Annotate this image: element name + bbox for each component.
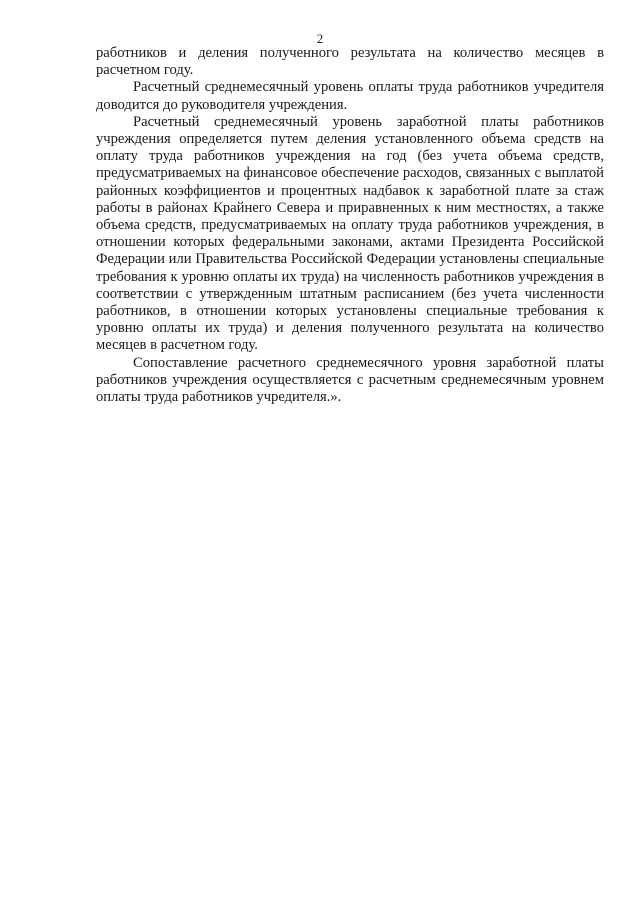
paragraph-continued: работников и деления полученного результата на количество месяцев в расчетном году. [96, 45, 604, 79]
paragraph: Расчетный среднемесячный уровень заработной платы работников учреждения определяется путем деления установленного объема средств на оплату труда работников учреждения на год (без учета объема средств, предусматриваемых на финансовое обеспечение расходов, связанных с выплатой районных коэффициентов и процентных надбавок к заработной плате за стаж работы в районах Крайнего Севера и приравненных к ним местностях, а также объема средств, предусматриваемых на оплату труда работников учреждения, в отношении которых федеральными законами, актами Президента Российской Федерации или Правительства Российской Федерации установлены специальные требования к уровню оплаты их труда) на численность работников учреждения в соответствии с утвержденным штатным расписанием (без учета численности работников, в отношении которых установлены специальные требования к уровню оплаты их труда) и деления полученного результата на количество месяцев в расчетном году. [96, 113, 604, 354]
paragraph: Сопоставление расчетного среднемесячного уровня заработной платы работников учреждения осуществляется с расчетным среднемесячным уровнем оплаты труда работников учредителя.». [96, 354, 604, 406]
paragraph: Расчетный среднемесячный уровень оплаты труда работников учредителя доводится до руководителя учреждения. [96, 79, 604, 113]
page-number: 2 [316, 31, 324, 46]
document-body [96, 45, 604, 406]
